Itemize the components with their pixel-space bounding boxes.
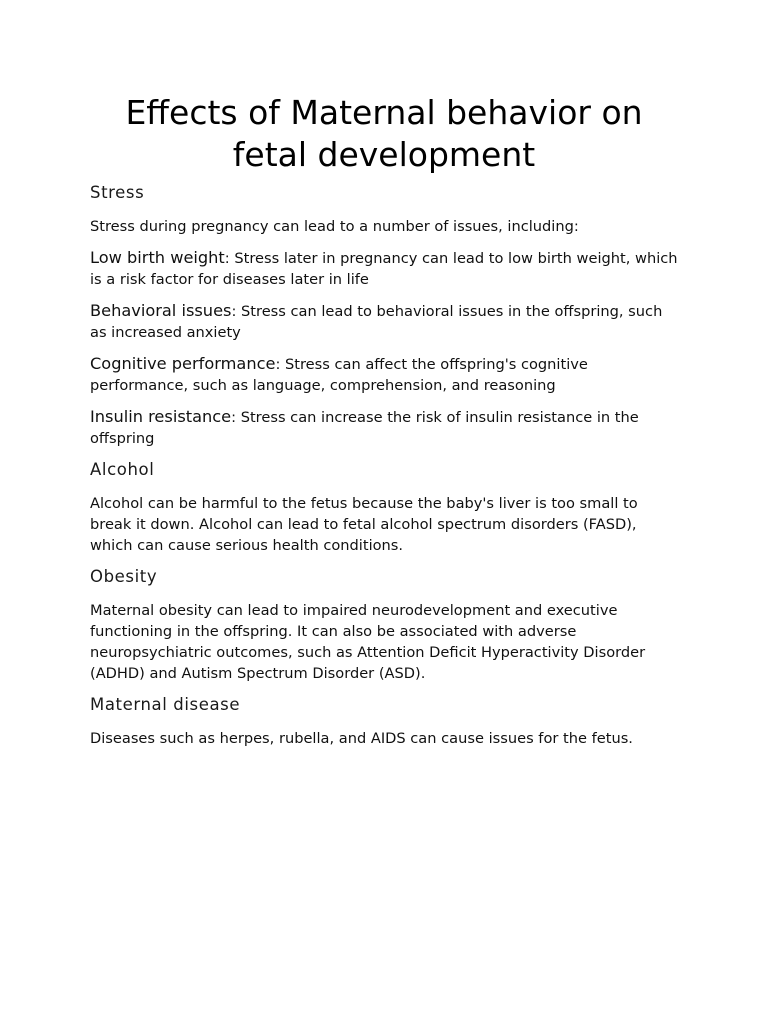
stress-item-text: : Stress later in pregnancy can lead to low birth weight, which is a risk factor for diseases later in life [90, 250, 678, 288]
stress-item-term: Insulin resistance [90, 407, 232, 426]
stress-item-insulin-resistance [90, 406, 678, 449]
document-title: Effects of Maternal behavior on fetal development [125, 93, 643, 174]
section-obesity [90, 566, 678, 684]
stress-item-text: : Stress can increase the risk of insulin resistance in the offspring [90, 409, 639, 447]
stress-item-text: : Stress can lead to behavioral issues in the offspring, such as increased anxiety [90, 303, 663, 341]
section-heading-stress: Stress [90, 183, 145, 202]
section-stress [90, 182, 678, 449]
stress-item-term: Low birth weight [90, 248, 225, 267]
stress-item-low-birth-weight [90, 247, 678, 290]
section-heading-alcohol: Alcohol [90, 460, 155, 479]
section-alcohol [90, 459, 678, 556]
stress-item-behavioral-issues [90, 300, 678, 343]
alcohol-paragraph: Alcohol can be harmful to the fetus because the baby's liver is too small to break it down. Alcohol can lead to fetal alcohol spectrum disorders (FASD), which can cause serious health conditions. [90, 495, 638, 554]
stress-item-cognitive-performance [90, 353, 678, 396]
stress-item-term: Behavioral issues [90, 301, 232, 320]
section-heading-obesity: Obesity [90, 567, 158, 586]
maternal-disease-paragraph: Diseases such as herpes, rubella, and AIDS can cause issues for the fetus. [90, 730, 633, 747]
section-heading-maternal-disease: Maternal disease [90, 695, 241, 714]
stress-intro: Stress during pregnancy can lead to a number of issues, including: [90, 218, 579, 235]
stress-item-term: Cognitive performance [90, 354, 276, 373]
obesity-paragraph: Maternal obesity can lead to impaired neurodevelopment and executive functioning in the offspring. It can also be associated with adverse neuropsychiatric outcomes, such as Attention Deficit Hyperactivity Disorder (ADHD) and Autism Spectrum Disorder (ASD). [90, 602, 646, 682]
stress-item-text: : Stress can affect the offspring's cognitive performance, such as language, comprehension, and reasoning [90, 356, 588, 394]
section-maternal-disease [90, 694, 678, 749]
